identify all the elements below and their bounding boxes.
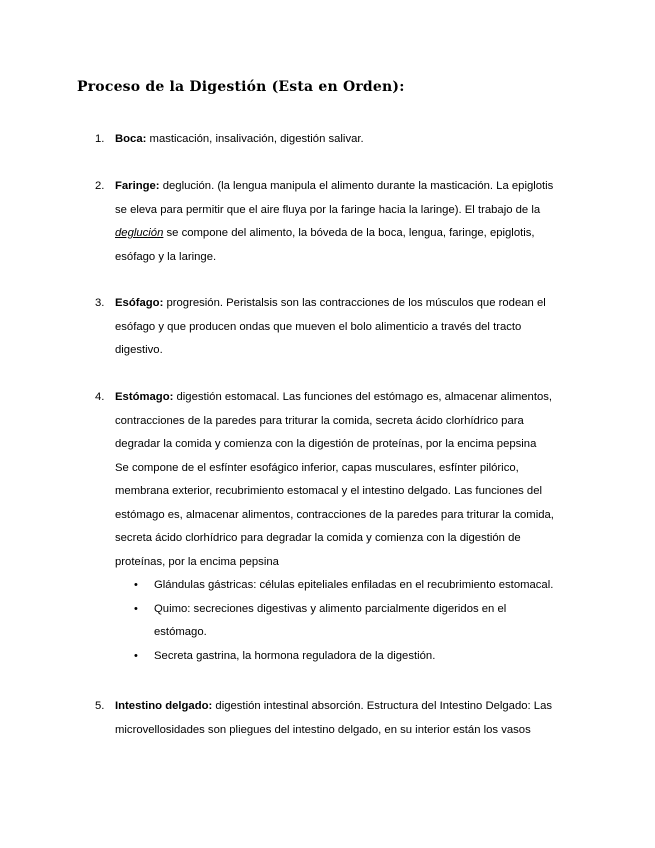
list-item-line: esófago y la laringe. [115, 250, 217, 263]
list-item-line: esófago y que producen ondas que mueven el bolo alimenticio a través del tracto [115, 320, 522, 333]
bullet-item [115, 574, 575, 598]
list-item-line: degradar la comida y comienza con la digestión de proteínas, por la encima pepsina [115, 438, 537, 450]
list-item-body [115, 695, 575, 742]
list-item-line: se eleva para permitir que el aire fluya por la faringe hacia la laringe). El trabajo de la [115, 203, 541, 216]
bullet-item [115, 598, 575, 645]
list-item-line [115, 695, 575, 719]
bullet-text: Quimo: secreciones digestivas y alimento parcialmente digeridos en el [154, 602, 507, 615]
list-item-number: 4. [95, 391, 105, 403]
list-item-line [115, 386, 575, 410]
list-item-number: 1. [95, 133, 105, 145]
list-item-number: 3. [95, 297, 105, 309]
page-title: Proceso de la Digestión (Esta en Orden): [77, 79, 405, 95]
list-item-line: contracciones de la paredes para triturar la comida, secreta ácido clorhídrico para [115, 414, 524, 427]
list-item-text: digestión estomacal. Las funciones del estómago es, almacenar alimentos, [173, 391, 553, 403]
list-item-number: 2. [95, 180, 105, 192]
list-item-lead: Estómago: [115, 391, 174, 403]
list-item-lead: Boca: [115, 133, 147, 145]
bullet-text: estómago. [154, 626, 207, 638]
list-item-line: proteínas, por la encima pepsina [115, 555, 279, 568]
bullet-icon: • [134, 579, 138, 591]
deglucion-link[interactable]: deglución [115, 227, 164, 239]
list-item-text: digestión intestinal absorción. Estructura del Intestino Delgado: Las [212, 700, 553, 712]
list-item-lead: Intestino delgado: [115, 700, 213, 712]
list-item-line: membrana exterior, recubrimiento estomacal y el intestino delgado. Las funciones del [115, 485, 543, 497]
list-item-lead: Faringe: [115, 180, 160, 192]
bullet-icon: • [134, 602, 138, 615]
bullet-icon: • [134, 649, 138, 662]
list-item-text: progresión. Peristalsis son las contracciones de los músculos que rodean el [163, 297, 546, 309]
bullet-text: Secreta gastrina, la hormona reguladora de la digestión. [154, 649, 436, 662]
bullet-text: Glándulas gástricas: células epiteliales enfiladas en el recubrimiento estomacal. [154, 579, 554, 591]
list-item-line: secreta ácido clorhídrico para degradar la comida y comienza con la digestión de [115, 532, 521, 544]
list-item-text: deglución. (la lengua manipula el alimento durante la masticación. La epiglotis [159, 180, 554, 192]
list-item-body [115, 386, 575, 668]
list-item-line: microvellosidades son pliegues del intestino delgado, en su interior están los vasos [115, 723, 531, 736]
list-item-line [115, 292, 575, 316]
list-item-text: se compone del alimento, la bóveda de la boca, lengua, faringe, epiglotis, [163, 227, 535, 239]
list-item-body [115, 292, 575, 363]
bullet-list [115, 574, 575, 668]
list-item-line [115, 222, 575, 246]
list-item-line: estómago es, almacenar alimentos, contracciones de la paredes para triturar la comida, [115, 508, 554, 521]
list-item-body [115, 175, 575, 269]
list-item-number: 5. [95, 700, 105, 712]
list-item-line: Se compone de el esfínter esofágico inferior, capas musculares, esfínter pilórico, [115, 461, 519, 474]
list-item-line [115, 128, 575, 152]
list-item-lead: Esófago: [115, 297, 164, 309]
bullet-item [115, 645, 575, 669]
list-item-body [115, 128, 575, 152]
list-item-line: digestivo. [115, 344, 163, 356]
list-item-line [115, 175, 575, 199]
list-item-text: masticación, insalivación, digestión salivar. [146, 133, 364, 145]
